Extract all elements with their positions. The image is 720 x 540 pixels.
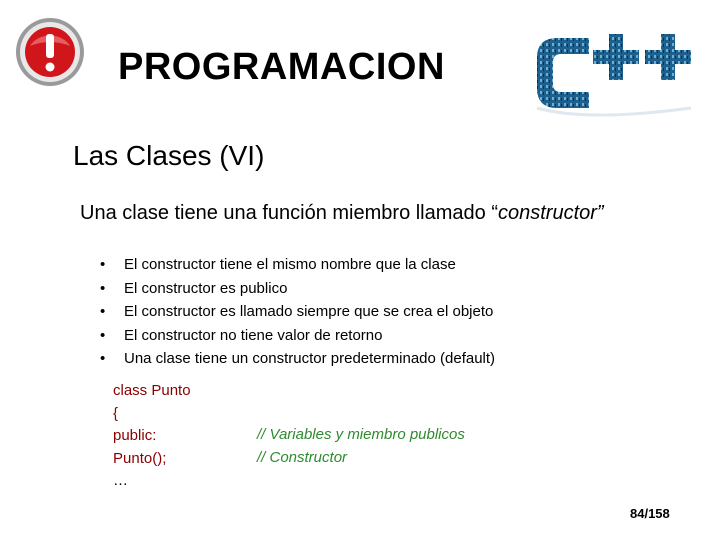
bullet-list	[100, 253, 495, 371]
code-comment-variables: // Variables y miembro publicos	[257, 426, 465, 443]
list-item: • El constructor tiene el mismo nombre que la clase	[100, 253, 495, 277]
lead-text: Una clase tiene una función miembro llamado “	[80, 202, 498, 224]
bullet-icon: •	[100, 303, 106, 320]
code-line-class: class Punto	[113, 382, 191, 399]
code-comments	[257, 424, 465, 469]
cpp-logo	[527, 24, 695, 122]
code-line-constructor: Punto();	[113, 449, 167, 467]
list-item: • El constructor es publico	[100, 277, 495, 301]
code-block	[113, 380, 191, 493]
list-item: • El constructor es llamado siempre que se crea el objeto	[100, 300, 495, 324]
list-item: • El constructor no tiene valor de retorno	[100, 324, 495, 348]
list-item: • Una clase tiene un constructor predeterminado (default)	[100, 347, 495, 371]
code-comment-constructor: // Constructor	[257, 448, 348, 466]
bullet-icon: •	[100, 326, 106, 344]
page-title: PROGRAMACION	[118, 46, 445, 88]
bullet-icon: •	[100, 279, 106, 297]
lead-emphasis: constructor”	[498, 202, 604, 224]
alert-icon	[14, 16, 86, 88]
code-line-brace: {	[113, 404, 119, 422]
page-number: 84/158	[630, 506, 670, 521]
code-line-ellipsis: …	[113, 472, 128, 489]
bullet-icon: •	[100, 256, 106, 273]
lead-sentence	[80, 202, 604, 225]
code-line-public: public:	[113, 427, 157, 444]
slide-subtitle: Las Clases (VI)	[73, 140, 265, 171]
bullet-icon: •	[100, 350, 106, 367]
